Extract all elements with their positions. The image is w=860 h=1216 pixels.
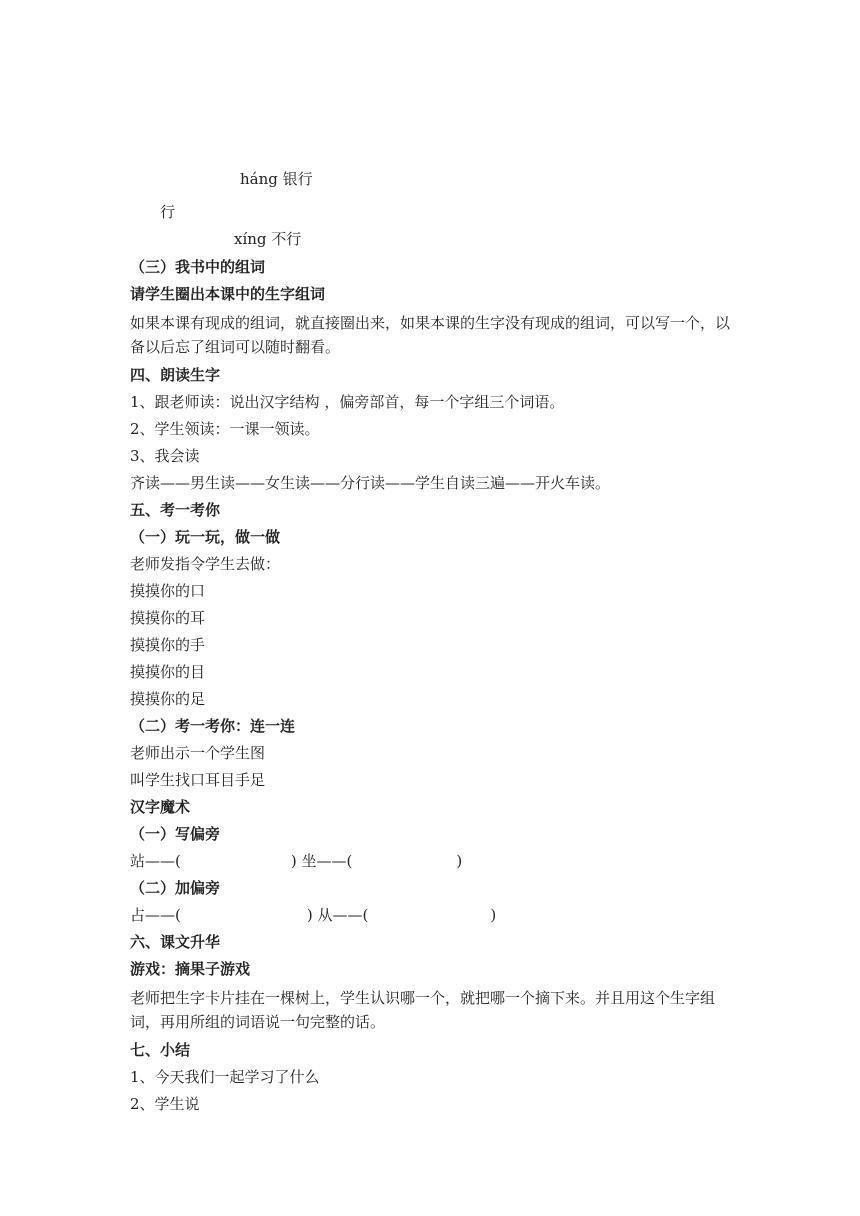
exercise-term: ): [456, 852, 463, 870]
section-heading: 四、朗读生字: [130, 366, 221, 384]
exercise-line: [130, 902, 736, 929]
section-heading: 六、课文升华: [130, 933, 221, 951]
text-line: 摸摸你的手: [130, 636, 206, 654]
text-line: 叫学生找口耳目手足: [130, 771, 266, 789]
text-line: 老师出示一个学生图: [130, 744, 266, 762]
section-heading: （一）玩一玩，做一做: [130, 528, 281, 546]
exercise-term: ): [490, 906, 497, 924]
text-line: 3、我会读: [130, 447, 200, 465]
exercise-term: 占——(: [130, 906, 181, 924]
exercise-line: [130, 848, 736, 875]
section-heading: 七、小结: [130, 1041, 191, 1059]
pinyin-hang: háng 银行: [240, 170, 313, 188]
text-line: 摸摸你的目: [130, 663, 206, 681]
text-line: 2、学生领读：一课一领读。: [130, 420, 320, 438]
section-heading: （三）我书中的组词: [130, 258, 266, 276]
exercise-term: ) 坐——(: [290, 852, 353, 870]
section-heading: 汉字魔术: [130, 798, 191, 816]
paragraph: 如果本课有现成的组词，就直接圈出来，如果本课的生字没有现成的组词，可以写一个，以备以后忘了组词可以随时翻看。: [130, 314, 731, 356]
polyphone-char: 行: [160, 203, 176, 221]
document-body: [130, 254, 736, 1118]
text-line: 摸摸你的耳: [130, 609, 206, 627]
paragraph: 老师把生字卡片挂在一棵树上，学生认识哪一个，就把哪一个摘下来。并且用这个生字组词，再用所组的词语说一句完整的话。: [130, 989, 716, 1031]
text-line: 老师发指令学生去做：: [130, 555, 281, 573]
text-line: 摸摸你的口: [130, 582, 206, 600]
text-line: 齐读——男生读——女生读——分行读——学生自读三遍——开火车读。: [130, 474, 611, 492]
section-heading: （二）加偏旁: [130, 879, 221, 897]
exercise-term: ) 从——(: [306, 906, 369, 924]
section-heading: （二）考一考你：连一连: [130, 717, 296, 735]
text-line: 1、跟老师读：说出汉字结构 ，偏旁部首，每一个字组三个词语。: [130, 393, 565, 411]
section-heading: 五、考一考你: [130, 501, 221, 519]
section-heading: 游戏：摘果子游戏: [130, 960, 251, 978]
text-line: 2、学生说: [130, 1095, 200, 1113]
section-heading: 请学生圈出本课中的生字组词: [130, 285, 326, 303]
section-heading: （一）写偏旁: [130, 825, 221, 843]
pinyin-xing: xíng 不行: [234, 230, 302, 248]
exercise-term: 站——(: [130, 852, 181, 870]
text-line: 摸摸你的足: [130, 690, 206, 708]
text-line: 1、今天我们一起学习了什么: [130, 1068, 320, 1086]
